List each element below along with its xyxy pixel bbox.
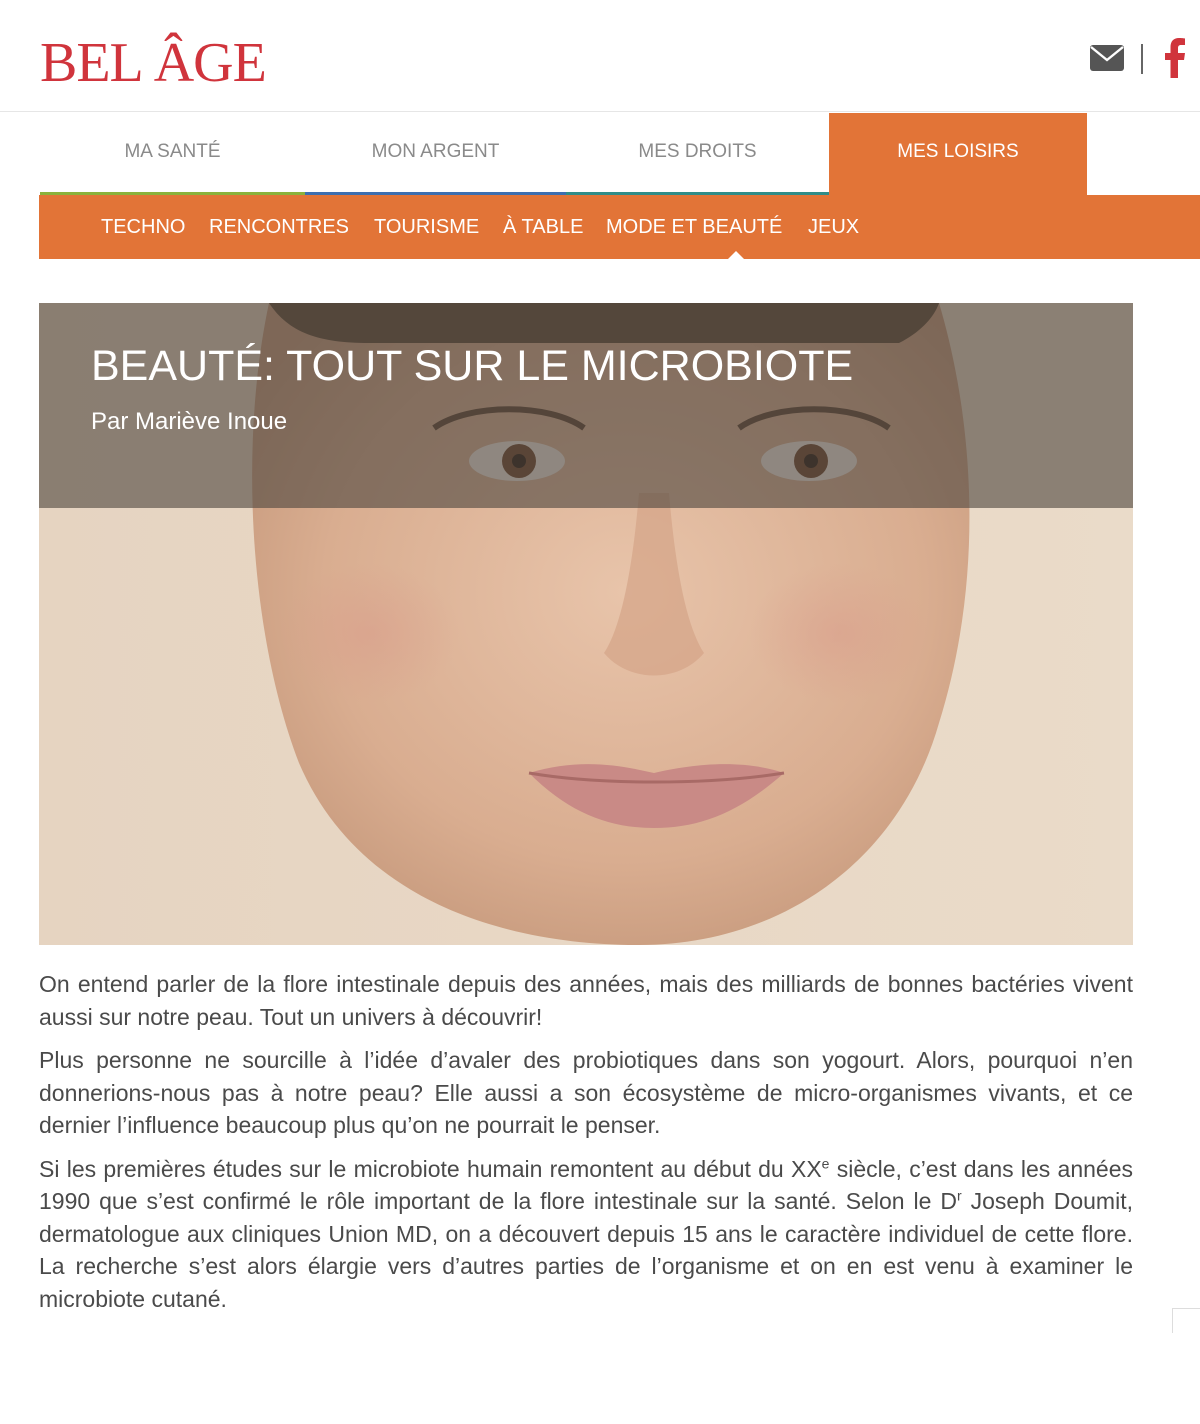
site-header bbox=[0, 0, 1200, 112]
subnav-item-mode-et-beaute[interactable]: MODE ET BEAUTÉ bbox=[606, 216, 783, 238]
paragraph-text: Joseph Doumit, dermatologue aux cliniques Union MD, on a découvert depuis 15 ans le caractère individuel de cette flore. La recherche s’est alors élargie vers d’autres parties de l’organisme et on en est venu à examiner le microbiote cutané. bbox=[39, 1188, 1133, 1312]
tab-mes-loisirs[interactable]: MES LOISIRS bbox=[829, 113, 1087, 195]
paragraph-text: siècle, c’est dans les années 1990 que s’est confirmé le rôle important de la flore intestinale sur la santé. Selon le D bbox=[39, 1155, 1134, 1214]
sub-nav bbox=[39, 195, 1200, 259]
subnav-item-techno[interactable]: TECHNO bbox=[101, 216, 186, 238]
main-nav bbox=[40, 113, 1200, 195]
article-title: BEAUTÉ: TOUT SUR LE MICROBIOTE bbox=[91, 342, 854, 390]
article-paragraph: Plus personne ne sourcille à l’idée d’avaler des probiotiques dans son yogourt. Alors, pourquoi n’en donnerions-nous pas à notre peau? Elle aussi a son écosystème de micro-organismes vivants, et ce dernier l’influence beaucoup plus qu’on ne pourrait le penser. bbox=[39, 1047, 1133, 1138]
facebook-icon[interactable] bbox=[1164, 38, 1186, 78]
subnav-item-rencontres[interactable]: RENCONTRES bbox=[209, 216, 350, 238]
superscript: e bbox=[821, 1154, 830, 1171]
header-divider bbox=[1141, 44, 1143, 74]
site-logo[interactable]: BEL ÂGE bbox=[40, 32, 266, 94]
tab-mon-argent[interactable]: MON ARGENT bbox=[305, 113, 566, 195]
hero-image bbox=[39, 303, 1133, 945]
subnav-item-jeux[interactable]: JEUX bbox=[808, 216, 860, 238]
tab-ma-sante[interactable]: MA SANTÉ bbox=[40, 113, 305, 195]
active-caret bbox=[727, 251, 745, 260]
subnav-item-a-table[interactable]: À TABLE bbox=[503, 216, 584, 238]
superscript: r bbox=[957, 1187, 962, 1204]
scroll-corner-widget[interactable] bbox=[1172, 1308, 1200, 1333]
mail-icon[interactable] bbox=[1090, 45, 1124, 71]
paragraph-text: Si les premières études sur le microbiote humain remontent au début du XX bbox=[39, 1155, 822, 1182]
article-author[interactable]: Par Mariève Inoue bbox=[91, 408, 288, 435]
hero-title-overlay bbox=[39, 303, 1133, 508]
article-paragraph bbox=[39, 1153, 1133, 1316]
article-body bbox=[39, 968, 1133, 1326]
subnav-item-tourisme[interactable]: TOURISME bbox=[374, 216, 480, 238]
article-intro-paragraph: On entend parler de la flore intestinale depuis des années, mais des milliards de bonnes bactéries vivent aussi sur notre peau. Tout un univers à découvrir! bbox=[39, 971, 1133, 1030]
tab-mes-droits[interactable]: MES DROITS bbox=[566, 113, 829, 195]
